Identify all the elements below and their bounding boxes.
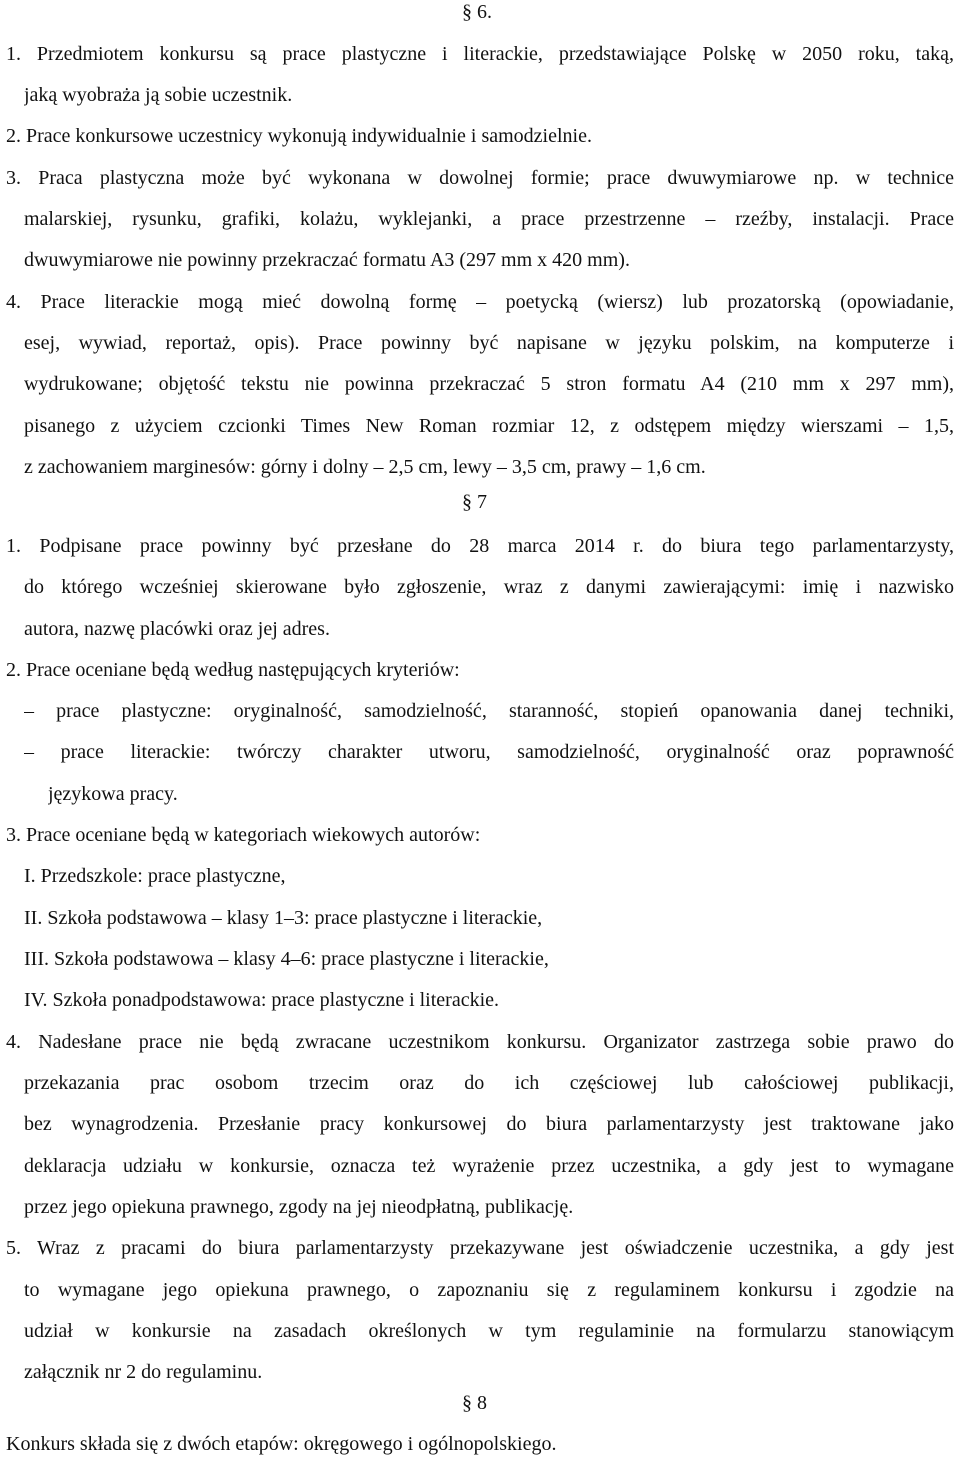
sec7-line-12: IV. Szkoła ponadpodstawowa: prace plastyczne i literackie. bbox=[24, 989, 500, 1011]
sec7-line-14: przekazania prac osobom trzecim oraz do ich częściowej lub całościowej publikacji, bbox=[24, 1072, 954, 1094]
sec6-line-3: 2. Prace konkursowe uczestnicy wykonują indywidualnie i samodzielnie. bbox=[6, 125, 592, 147]
sec7-line-18: 5. Wraz z pracami do biura parlamentarzysty przekazywane jest oświadczenie uczestnika, a gdy jest bbox=[6, 1237, 954, 1259]
sec6-line-7: 4. Prace literackie mogą mieć dowolną formę – poetycką (wiersz) lub prozatorską (opowiadanie, bbox=[6, 291, 954, 313]
section-7-heading: § 7 bbox=[462, 491, 487, 513]
sec6-line-5: malarskiej, rysunku, grafiki, kolażu, wyklejanki, a prace przestrzenne – rzeźby, instalacji. Prace bbox=[24, 208, 954, 230]
sec7-line-9: I. Przedszkole: prace plastyczne, bbox=[24, 865, 286, 887]
sec7-line-5: – prace plastyczne: oryginalność, samodzielność, staranność, stopień opanowania danej techniki, bbox=[24, 700, 954, 722]
sec7-line-1: 1. Podpisane prace powinny być przesłane do 28 marca 2014 r. do biura tego parlamentarzysty, bbox=[6, 535, 954, 557]
sec7-line-3: autora, nazwę placówki oraz jej adres. bbox=[24, 618, 330, 640]
sec7-line-6: – prace literackie: twórczy charakter utworu, samodzielność, oryginalność oraz poprawność bbox=[24, 741, 954, 763]
sec7-line-13: 4. Nadesłane prace nie będą zwracane uczestnikom konkursu. Organizator zastrzega sobie prawo do bbox=[6, 1031, 954, 1053]
sec7-line-15: bez wynagrodzenia. Przesłanie pracy konkursowej do biura parlamentarzysty jest traktowane jako bbox=[24, 1113, 954, 1135]
sec7-line-19: to wymagane jego opiekuna prawnego, o zapoznaniu się z regulaminem konkursu i zgodzie na bbox=[24, 1279, 954, 1301]
sec6-line-6: dwuwymiarowe nie powinny przekraczać formatu A3 (297 mm x 420 mm). bbox=[24, 249, 630, 271]
sec8-line-1: Konkurs składa się z dwóch etapów: okręgowego i ogólnopolskiego. bbox=[6, 1433, 557, 1455]
section-8-heading: § 8 bbox=[462, 1392, 487, 1414]
sec7-line-21: załącznik nr 2 do regulaminu. bbox=[24, 1361, 263, 1383]
sec7-line-10: II. Szkoła podstawowa – klasy 1–3: prace plastyczne i literackie, bbox=[24, 907, 543, 929]
sec6-line-9: wydrukowane; objętość tekstu nie powinna przekraczać 5 stron formatu A4 (210 mm x 297 mm), bbox=[24, 373, 954, 395]
sec7-line-2: do którego wcześniej skierowane było zgłoszenie, wraz z danymi zawierającymi: imię i nazwisko bbox=[24, 576, 954, 598]
sec6-line-8: esej, wywiad, reportaż, opis). Prace powinny być napisane w języku polskim, na komputerze i bbox=[24, 332, 954, 354]
sec6-line-4: 3. Praca plastyczna może być wykonana w dowolnej formie; prace dwuwymiarowe np. w technice bbox=[6, 167, 954, 189]
sec7-line-11: III. Szkoła podstawowa – klasy 4–6: prace plastyczne i literackie, bbox=[24, 948, 549, 970]
sec6-line-1: 1. Przedmiotem konkursu są prace plastyczne i literackie, przedstawiające Polskę w 2050 roku, taką, bbox=[6, 43, 954, 65]
section-6-heading: § 6. bbox=[462, 1, 492, 23]
sec7-line-16: deklaracja udziału w konkursie, oznacza też wyrażenie przez uczestnika, a gdy jest to wymagane bbox=[24, 1155, 954, 1177]
sec7-line-7: językowa pracy. bbox=[48, 783, 178, 805]
sec6-line-10: pisanego z użyciem czcionki Times New Roman rozmiar 12, z odstępem między wierszami – 1,5, bbox=[24, 415, 954, 437]
sec7-line-4: 2. Prace oceniane będą według następujących kryteriów: bbox=[6, 659, 460, 681]
sec6-line-2: jaką wyobraża ją sobie uczestnik. bbox=[24, 84, 293, 106]
sec7-line-17: przez jego opiekuna prawnego, zgody na jej nieodpłatną, publikację. bbox=[24, 1196, 574, 1218]
sec7-line-20: udział w konkursie na zasadach określonych w tym regulaminie na formularzu stanowiącym bbox=[24, 1320, 954, 1342]
sec6-line-11: z zachowaniem marginesów: górny i dolny – 2,5 cm, lewy – 3,5 cm, prawy – 1,6 cm. bbox=[24, 456, 706, 478]
sec7-line-8: 3. Prace oceniane będą w kategoriach wiekowych autorów: bbox=[6, 824, 481, 846]
